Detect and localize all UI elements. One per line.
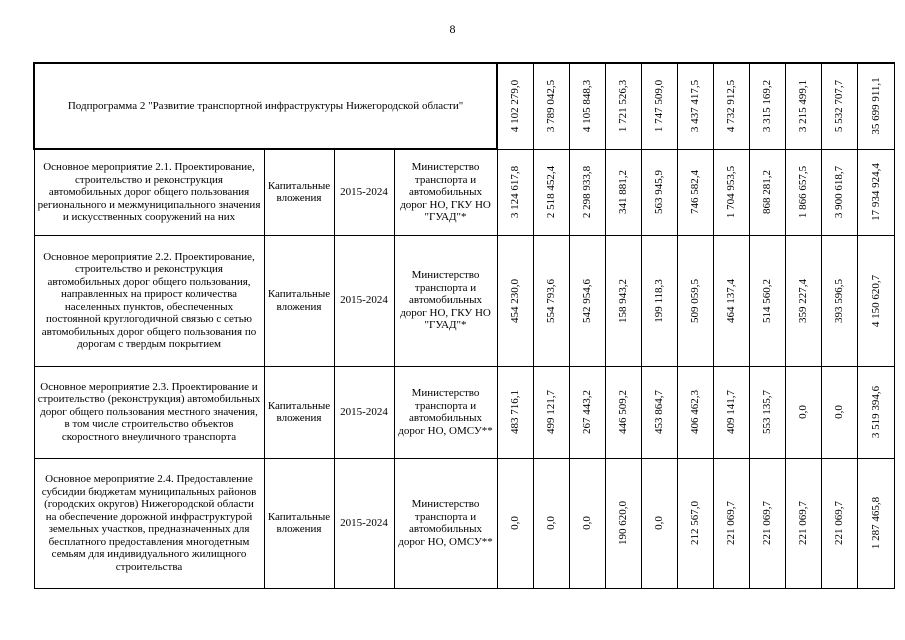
- row-value: 509 059,5: [688, 278, 701, 323]
- period: 2015-2024: [334, 458, 394, 588]
- value-cell: [785, 366, 821, 458]
- subprogram-value-cell: [857, 63, 894, 149]
- value-cell: [749, 458, 785, 588]
- value-cell: [713, 149, 749, 235]
- subprogram-value: 3 215 499,1: [796, 80, 809, 133]
- value-cell: [569, 458, 605, 588]
- row-value: 453 864,7: [652, 390, 665, 434]
- subprogram-value-cell: [785, 63, 821, 149]
- funding-type: Капитальные вложения: [264, 235, 334, 366]
- subprogram-value-cell: [821, 63, 857, 149]
- value-cell: [605, 149, 641, 235]
- subprogram-title: Подпрограмма 2 "Развитие транспортной инфраструктуры Нижегородской области": [34, 63, 497, 149]
- value-cell: [821, 366, 857, 458]
- subprogram-value: 4 732 912,5: [724, 80, 737, 133]
- row-total: 1 287 465,8: [869, 496, 882, 550]
- row-value: 158 943,2: [616, 278, 629, 323]
- subprogram-value: 1 721 526,3: [616, 80, 629, 133]
- value-cell: [713, 366, 749, 458]
- row-value: 499 121,7: [544, 390, 557, 434]
- funding-type: Капитальные вложения: [264, 149, 334, 235]
- row-value: 190 620,0: [616, 501, 629, 545]
- row-value: 542 954,6: [580, 278, 593, 323]
- table-row: [34, 458, 894, 588]
- period: 2015-2024: [334, 235, 394, 366]
- row-value: 0,0: [508, 516, 521, 530]
- row-value: 406 462,3: [688, 390, 701, 434]
- row-value: 446 509,2: [616, 390, 629, 434]
- subprogram-value-cell: [533, 63, 569, 149]
- row-value: 868 281,2: [760, 170, 773, 214]
- row-value: 393 596,5: [832, 278, 845, 323]
- row-value: 409 141,7: [724, 390, 737, 434]
- executor: Министерство транспорта и автомобильных дорог НО, ГКУ НО "ГУАД"*: [394, 235, 497, 366]
- subprogram-value-cell: [749, 63, 785, 149]
- executor: Министерство транспорта и автомобильных дорог НО, ГКУ НО "ГУАД"*: [394, 149, 497, 235]
- row-value: 221 069,7: [796, 501, 809, 545]
- row-value: 553 135,7: [760, 390, 773, 434]
- value-cell: [677, 149, 713, 235]
- executor: Министерство транспорта и автомобильных дорог НО, ОМСУ**: [394, 458, 497, 588]
- subprogram-value-cell: [605, 63, 641, 149]
- budget-table: [33, 62, 895, 589]
- row-value: 3 900 618,7: [832, 165, 845, 219]
- value-cell: [533, 149, 569, 235]
- value-cell: [749, 149, 785, 235]
- value-cell: [821, 235, 857, 366]
- value-cell: [785, 235, 821, 366]
- row-value: 1 704 953,5: [724, 165, 737, 219]
- activity-description: Основное мероприятие 2.1. Проектирование, строительство и реконструкция автомобильных дорог общего пользования регионального и межмуниципального значения и искусственных сооружений на них: [34, 149, 264, 235]
- value-cell: [749, 235, 785, 366]
- value-cell: [677, 366, 713, 458]
- subprogram-value-cell: [641, 63, 677, 149]
- activity-description: Основное мероприятие 2.4. Предоставление субсидии бюджетам муниципальных районов (городских округов) Нижегородской области на обеспечение дорожной инфраструктурой земельных участков, предназначенных для бесплатного предоставления многодетным семьям для индивидуального жилищного строительства: [34, 458, 264, 588]
- value-cell: [785, 149, 821, 235]
- subprogram-value-cell: [569, 63, 605, 149]
- value-cell: [821, 149, 857, 235]
- subprogram-row: [34, 63, 894, 149]
- subprogram-total: 35 699 911,1: [869, 77, 882, 135]
- value-cell: [857, 366, 894, 458]
- activity-description: Основное мероприятие 2.2. Проектирование, строительство и реконструкция автомобильных дорог общего пользования, направленных на прирост количества населенных пунктов, обеспеченных постоянной круглогодичной связью с сетью автомобильных дорог общего пользования по дорогам с твердым покрытием: [34, 235, 264, 366]
- row-total: 3 519 394,6: [869, 385, 882, 439]
- subprogram-value: 5 532 707,7: [832, 80, 845, 133]
- subprogram-value: 3 437 417,5: [688, 80, 701, 133]
- subprogram-value: 4 102 279,0: [509, 80, 522, 133]
- row-value: 0,0: [580, 516, 593, 530]
- value-cell: [569, 149, 605, 235]
- row-value: 0,0: [652, 516, 665, 530]
- value-cell: [749, 366, 785, 458]
- value-cell: [677, 458, 713, 588]
- value-cell: [821, 458, 857, 588]
- value-cell: [641, 366, 677, 458]
- value-cell: [533, 366, 569, 458]
- value-cell: [605, 458, 641, 588]
- row-value: 0,0: [832, 405, 845, 419]
- subprogram-value-cell: [713, 63, 749, 149]
- row-value: 221 069,7: [760, 501, 773, 545]
- row-value: 2 518 452,4: [544, 165, 557, 219]
- row-value: 1 866 657,5: [796, 165, 809, 219]
- value-cell: [605, 235, 641, 366]
- row-value: 221 069,7: [832, 501, 845, 545]
- value-cell: [641, 458, 677, 588]
- value-cell: [713, 458, 749, 588]
- table-row: [34, 366, 894, 458]
- value-cell: [569, 366, 605, 458]
- row-value: 212 567,0: [688, 501, 701, 545]
- value-cell: [641, 149, 677, 235]
- funding-type: Капитальные вложения: [264, 366, 334, 458]
- row-value: 221 069,7: [724, 501, 737, 545]
- period: 2015-2024: [334, 149, 394, 235]
- subprogram-value-cell: [497, 63, 533, 149]
- row-value: 454 230,0: [508, 278, 521, 323]
- value-cell: [857, 458, 894, 588]
- row-total: 17 934 924,4: [869, 163, 882, 221]
- row-value: 746 582,4: [688, 170, 701, 214]
- value-cell: [569, 235, 605, 366]
- subprogram-value: 4 105 848,3: [580, 80, 593, 133]
- row-value: 514 560,2: [760, 278, 773, 323]
- subprogram-value-cell: [677, 63, 713, 149]
- table-row: [34, 235, 894, 366]
- value-cell: [677, 235, 713, 366]
- row-value: 341 881,2: [616, 170, 629, 214]
- row-value: 464 137,4: [724, 278, 737, 323]
- value-cell: [497, 458, 533, 588]
- value-cell: [857, 149, 894, 235]
- row-value: 199 118,3: [652, 278, 665, 323]
- activity-description: Основное мероприятие 2.3. Проектирование и строительство (реконструкция) автомобильных дорог общего пользования местного значения, в том числе строительство объектов скоростного внеуличного транспорта: [34, 366, 264, 458]
- table-row: [34, 149, 894, 235]
- row-value: 554 793,6: [544, 278, 557, 323]
- row-value: 0,0: [796, 405, 809, 419]
- funding-type: Капитальные вложения: [264, 458, 334, 588]
- value-cell: [605, 366, 641, 458]
- row-value: 563 945,9: [652, 170, 665, 214]
- value-cell: [785, 458, 821, 588]
- value-cell: [497, 149, 533, 235]
- row-value: 3 124 617,8: [508, 165, 521, 219]
- subprogram-value: 3 315 169,2: [760, 80, 773, 133]
- value-cell: [497, 235, 533, 366]
- subprogram-value: 1 747 509,0: [652, 80, 665, 133]
- row-value: 0,0: [544, 516, 557, 530]
- value-cell: [641, 235, 677, 366]
- row-value: 267 443,2: [580, 390, 593, 434]
- value-cell: [533, 235, 569, 366]
- value-cell: [533, 458, 569, 588]
- page-number: 8: [449, 22, 456, 36]
- executor: Министерство транспорта и автомобильных дорог НО, ОМСУ**: [394, 366, 497, 458]
- row-value: 2 298 933,8: [580, 165, 593, 219]
- value-cell: [497, 366, 533, 458]
- row-value: 483 716,1: [508, 390, 521, 434]
- row-value: 359 227,4: [796, 278, 809, 323]
- value-cell: [857, 235, 894, 366]
- subprogram-value: 3 789 042,5: [544, 80, 557, 133]
- period: 2015-2024: [334, 366, 394, 458]
- row-total: 4 150 620,7: [869, 274, 882, 327]
- value-cell: [713, 235, 749, 366]
